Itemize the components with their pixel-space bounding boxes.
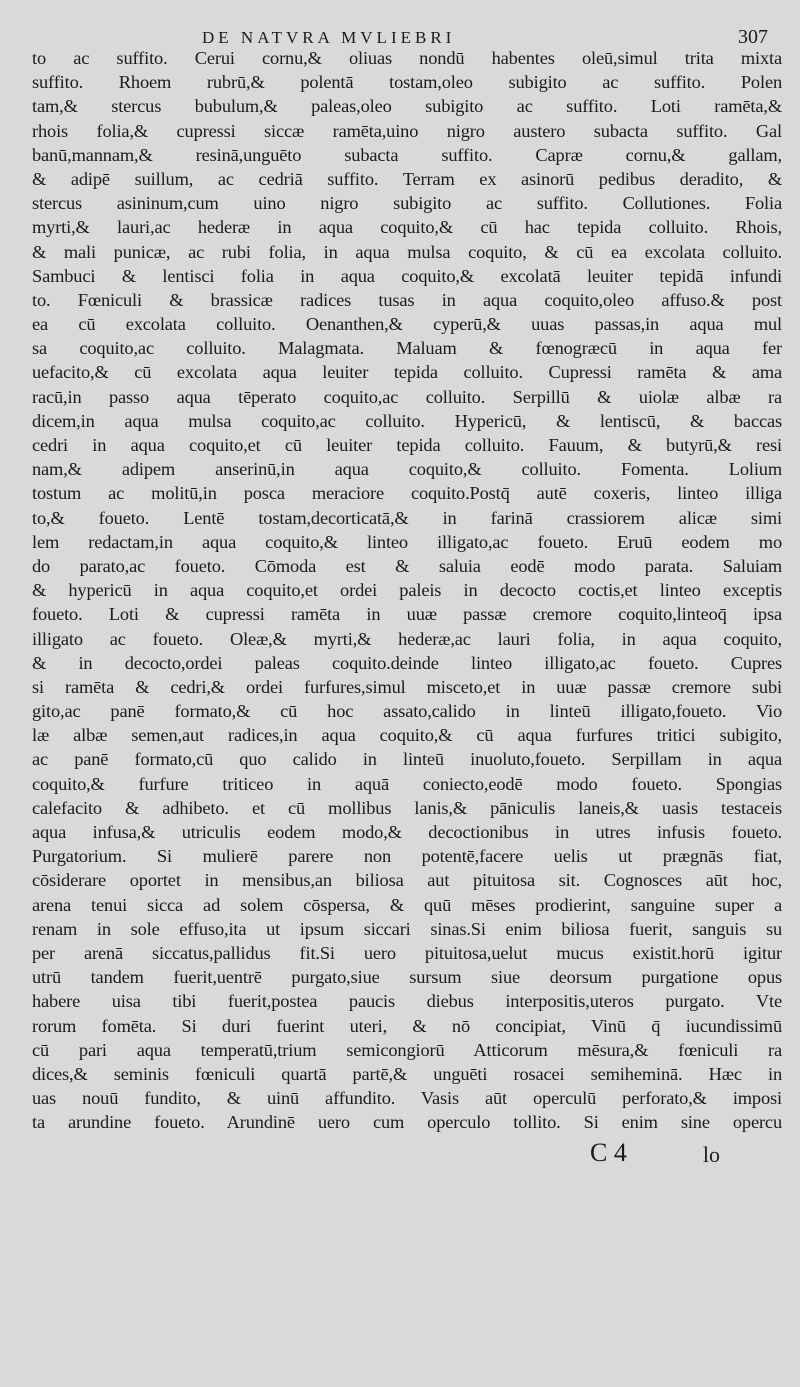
text-line: gito,ac panē formato,& cū hoc assato,calido in linteū illigato,foueto. Vio	[32, 701, 782, 722]
text-line: racū,in passo aqua tēperato coquito,ac colluito. Serpillū & uiolæ albæ ra	[32, 386, 782, 407]
catchword: lo	[702, 1142, 720, 1168]
text-line: lem redactam,in aqua coquito,& linteo illigato,ac foueto. Eruū eodem mo	[32, 531, 782, 552]
body-text	[32, 46, 782, 1134]
text-line: & in decocto,ordei paleas coquito.deinde linteo illigato,ac foueto. Cupres	[32, 652, 782, 673]
text-line: renam in sole effuso,ita ut ipsum siccari sinas.Si enim biliosa fuerit, sanguis su	[32, 918, 782, 939]
text-line: tostum ac molitū,in posca meraciore coquito.Postq̄ autē coxeris, linteo illiga	[32, 483, 782, 504]
text-line: dices,& seminis fœniculi quartā partē,& unguēti rosacei semiheminā. Hæc in	[32, 1063, 782, 1084]
text-line: rorum fomēta. Si duri fuerint uteri, & nō concipiat, Vinū q̄ iucundissimū	[32, 1015, 782, 1036]
signature-mark: C 4	[590, 1138, 627, 1168]
text-line: si ramēta & cedri,& ordei furfures,simul misceto,et in uuæ passæ cremore subi	[32, 676, 782, 697]
text-line: to ac suffito. Cerui cornu,& oliuas nondū habentes oleū,simul trita mixta	[32, 48, 782, 68]
text-line: cū pari aqua temperatū,trium semicongiorū Atticorum mēsura,& fœniculi ra	[32, 1039, 782, 1060]
text-line: to,& foueto. Lentē tostam,decorticatā,& in farinā crassiorem alicæ simi	[32, 507, 782, 528]
text-line: & hypericū in aqua coquito,et ordei paleis in decocto coctis,et linteo exceptis	[32, 580, 782, 601]
text-line: uefacito,& cū excolata aqua leuiter tepida colluito. Cupressi ramēta & ama	[32, 362, 782, 383]
text-line: foueto. Loti & cupressi ramēta in uuæ passæ cremore coquito,linteoq̄ ipsa	[32, 604, 782, 625]
text-line: myrti,& lauri,ac hederæ in aqua coquito,& cū hac tepida colluito. Rhois,	[32, 217, 782, 238]
text-line: & mali punicæ, ac rubi folia, in aqua mulsa coquito, & cū ea excolata colluito.	[32, 241, 782, 262]
text-line: ta arundine foueto. Arundinē uero cum operculo tollito. Si enim sine opercu	[32, 1112, 782, 1133]
text-line: utrū tandem fuerit,uentrē purgato,siue sursum siue deorsum purgatione opus	[32, 967, 782, 988]
text-line: læ albæ semen,aut radices,in aqua coquito,& cū aqua furfures tritici subigito,	[32, 725, 782, 746]
text-line: cedri in aqua coquito,et cū leuiter tepida colluito. Fauum, & butyrū,& resi	[32, 435, 782, 455]
text-line: nam,& adipem anserinū,in aqua coquito,& colluito. Fomenta. Lolium	[32, 459, 782, 480]
text-line: suffito. Rhoem rubrū,& polentā tostam,oleo subigito ac suffito. Polen	[32, 72, 782, 93]
text-line: coquito,& furfure triticeo in aquā coniecto,eodē modo foueto. Spongias	[32, 773, 782, 794]
text-line: stercus asininum,cum uino nigro subigito ac suffito. Collutiones. Folia	[32, 193, 782, 214]
text-line: calefacito & adhibeto. et cū mollibus lanis,& pāniculis laneis,& uasis testaceis	[32, 797, 782, 818]
text-line: cōsiderare oportet in mensibus,an biliosa aut pituitosa sit. Cognosces aūt hoc,	[32, 870, 782, 891]
running-head: DE NATVRA MVLIEBRI	[202, 28, 456, 47]
text-line: to. Fœniculi & brassicæ radices tusas in aqua coquito,oleo affuso.& post	[32, 289, 782, 310]
page-number: 307	[738, 26, 768, 48]
text-line: uas nouū fundito, & uinū affundito. Vasis aūt operculū perforato,& imposi	[32, 1088, 782, 1109]
text-line: rhois folia,& cupressi siccæ ramēta,uino nigro austero subacta suffito. Gal	[32, 120, 782, 141]
text-line: banū,mannam,& resinā,unguēto subacta suffito. Capræ cornu,& gallam,	[32, 144, 782, 165]
text-line: aqua infusa,& utriculis eodem modo,& decoctionibus in utres infusis foueto.	[32, 822, 782, 842]
text-line: Purgatorium. Si mulierē parere non potentē,facere uelis ut prægnās fiat,	[32, 846, 782, 867]
text-line: arena tenui sicca ad solem cōspersa, & quū mēses prodierint, sanguine super a	[32, 894, 782, 915]
page-header	[32, 12, 782, 48]
text-line: do parato,ac foueto. Cōmoda est & saluia eodē modo parata. Saluiam	[32, 555, 782, 576]
text-line: illigato ac foueto. Oleæ,& myrti,& hederæ,ac lauri folia, in aqua coquito,	[32, 628, 782, 649]
page-footer	[32, 1138, 782, 1172]
text-line: habere uisa tibi fuerit,postea paucis diebus interpositis,uteros purgato. Vte	[32, 991, 782, 1012]
text-line: dicem,in aqua mulsa coquito,ac colluito. Hypericū, & lentiscū, & baccas	[32, 410, 782, 431]
text-line: per arenā siccatus,pallidus fit.Si uero pituitosa,uelut mucus existit.horū igitur	[32, 942, 782, 963]
text-line: tam,& stercus bubulum,& paleas,oleo subigito ac suffito. Loti ramēta,&	[32, 96, 782, 117]
text-line: Sambuci & lentisci folia in aqua coquito,& excolatā leuiter tepidā infundi	[32, 265, 782, 286]
text-line: & adipē suillum, ac cedriā suffito. Terram ex asinorū pedibus deradito, &	[32, 168, 782, 189]
text-line: ac panē formato,cū quo calido in linteū inuoluto,foueto. Serpillam in aqua	[32, 749, 782, 770]
text-line: sa coquito,ac colluito. Malagmata. Maluam & fœnogræcū in aqua fer	[32, 338, 782, 359]
text-line: ea cū excolata colluito. Oenanthen,& cyperū,& uuas passas,in aqua mul	[32, 314, 782, 335]
